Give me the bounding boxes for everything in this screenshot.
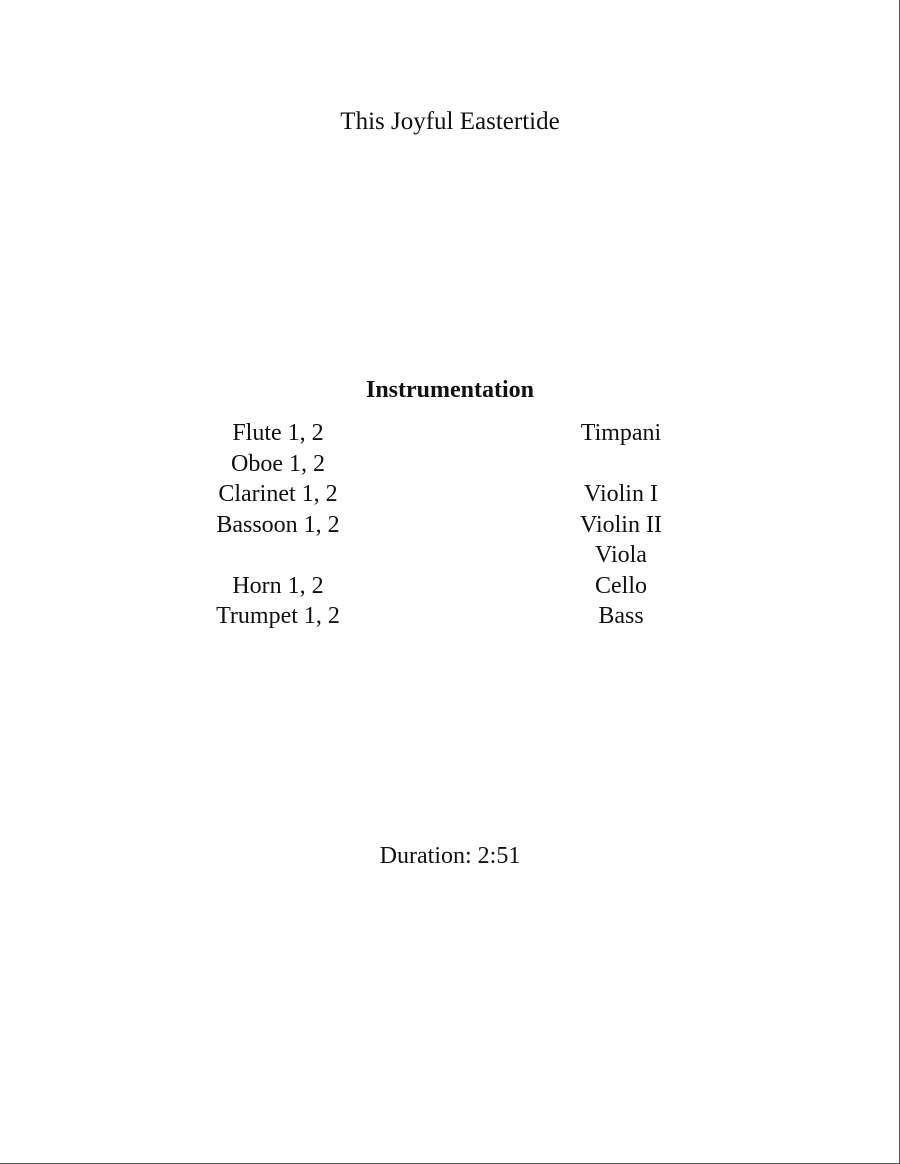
instrument-list-left [178,418,378,632]
instrument-viola: Viola [595,542,647,568]
instrument-list-right [521,418,721,632]
duration-text: Duration: 2:51 [379,843,521,869]
instrument-timpani: Timpani [580,420,662,446]
instrument-bass: Bass [598,603,644,629]
instrument-oboe: Oboe 1, 2 [231,450,325,477]
instrument-spacer [521,449,721,480]
instrument-bassoon: Bassoon 1, 2 [216,511,340,538]
instrument-spacer [178,540,378,571]
instrument-violin-1: Violin I [584,481,658,507]
instrument-cello: Cello [595,572,647,599]
instrument-trumpet: Trumpet 1, 2 [216,603,340,629]
instrument-clarinet: Clarinet 1, 2 [218,481,338,507]
instrumentation-heading: Instrumentation [365,377,534,403]
instrument-flute: Flute 1, 2 [232,420,324,446]
instrument-horn: Horn 1, 2 [232,572,324,599]
piece-title: This Joyful Eastertide [340,108,560,135]
instrument-violin-2: Violin II [580,511,662,538]
